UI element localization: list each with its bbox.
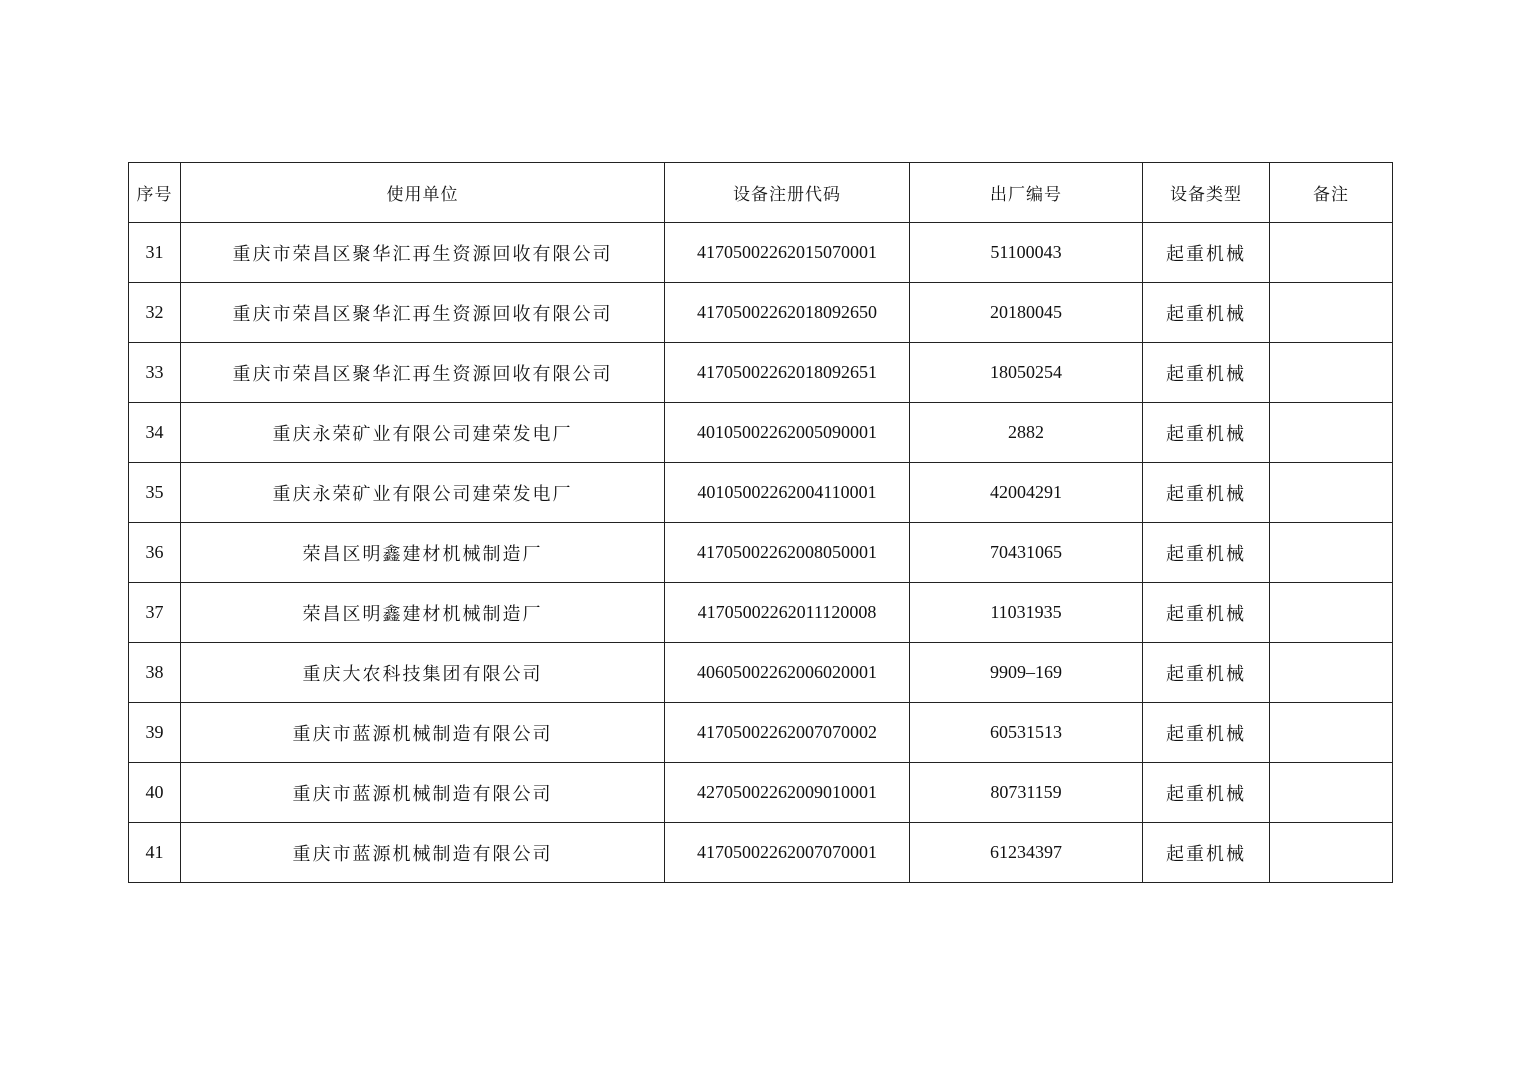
cell-type: 起重机械 [1143,223,1270,283]
cell-remark [1270,643,1393,703]
cell-remark [1270,703,1393,763]
cell-type: 起重机械 [1143,703,1270,763]
cell-reg-code: 41705002262018092651 [665,343,910,403]
cell-serial: 60531513 [910,703,1143,763]
table-row [129,283,1393,343]
table-row [129,463,1393,523]
table-row [129,763,1393,823]
cell-remark [1270,763,1393,823]
header-row [129,163,1393,223]
cell-index: 40 [129,763,181,823]
cell-unit: 重庆永荣矿业有限公司建荣发电厂 [181,403,665,463]
cell-index: 33 [129,343,181,403]
cell-index: 34 [129,403,181,463]
cell-unit: 重庆市荣昌区聚华汇再生资源回收有限公司 [181,343,665,403]
cell-unit: 重庆市荣昌区聚华汇再生资源回收有限公司 [181,283,665,343]
cell-index: 32 [129,283,181,343]
cell-reg-code: 40105002262004110001 [665,463,910,523]
cell-reg-code: 40605002262006020001 [665,643,910,703]
cell-remark [1270,283,1393,343]
cell-serial: 2882 [910,403,1143,463]
cell-unit: 重庆市蓝源机械制造有限公司 [181,763,665,823]
cell-reg-code: 40105002262005090001 [665,403,910,463]
cell-serial: 80731159 [910,763,1143,823]
table-header [129,163,1393,223]
cell-index: 35 [129,463,181,523]
cell-serial: 42004291 [910,463,1143,523]
cell-unit: 重庆市蓝源机械制造有限公司 [181,823,665,883]
table-row [129,403,1393,463]
header-unit: 使用单位 [181,163,665,223]
cell-reg-code: 41705002262007070002 [665,703,910,763]
cell-reg-code: 41705002262018092650 [665,283,910,343]
header-index: 序号 [129,163,181,223]
table-row [129,643,1393,703]
cell-unit: 重庆市荣昌区聚华汇再生资源回收有限公司 [181,223,665,283]
cell-remark [1270,223,1393,283]
cell-type: 起重机械 [1143,523,1270,583]
table-row [129,223,1393,283]
cell-index: 41 [129,823,181,883]
cell-index: 39 [129,703,181,763]
cell-reg-code: 41705002262011120008 [665,583,910,643]
header-reg-code: 设备注册代码 [665,163,910,223]
cell-remark [1270,463,1393,523]
cell-type: 起重机械 [1143,643,1270,703]
cell-remark [1270,583,1393,643]
cell-type: 起重机械 [1143,463,1270,523]
cell-type: 起重机械 [1143,583,1270,643]
table-row [129,343,1393,403]
cell-type: 起重机械 [1143,283,1270,343]
cell-reg-code: 41705002262008050001 [665,523,910,583]
cell-index: 37 [129,583,181,643]
cell-unit: 重庆市蓝源机械制造有限公司 [181,703,665,763]
cell-type: 起重机械 [1143,763,1270,823]
cell-reg-code: 42705002262009010001 [665,763,910,823]
cell-type: 起重机械 [1143,343,1270,403]
cell-unit: 荣昌区明鑫建材机械制造厂 [181,583,665,643]
cell-type: 起重机械 [1143,823,1270,883]
header-type: 设备类型 [1143,163,1270,223]
cell-serial: 61234397 [910,823,1143,883]
table-row [129,583,1393,643]
cell-unit: 荣昌区明鑫建材机械制造厂 [181,523,665,583]
cell-serial: 11031935 [910,583,1143,643]
table-row [129,703,1393,763]
cell-index: 38 [129,643,181,703]
table-body [129,223,1393,883]
cell-serial: 18050254 [910,343,1143,403]
cell-unit: 重庆永荣矿业有限公司建荣发电厂 [181,463,665,523]
cell-index: 31 [129,223,181,283]
cell-remark [1270,403,1393,463]
cell-remark [1270,823,1393,883]
table-row [129,823,1393,883]
cell-remark [1270,343,1393,403]
header-remark: 备注 [1270,163,1393,223]
cell-serial: 9909–169 [910,643,1143,703]
cell-serial: 70431065 [910,523,1143,583]
table-row [129,523,1393,583]
cell-serial: 20180045 [910,283,1143,343]
equipment-table [128,162,1393,883]
cell-reg-code: 41705002262007070001 [665,823,910,883]
cell-reg-code: 41705002262015070001 [665,223,910,283]
cell-unit: 重庆大农科技集团有限公司 [181,643,665,703]
cell-remark [1270,523,1393,583]
cell-type: 起重机械 [1143,403,1270,463]
cell-index: 36 [129,523,181,583]
header-serial: 出厂编号 [910,163,1143,223]
cell-serial: 51100043 [910,223,1143,283]
